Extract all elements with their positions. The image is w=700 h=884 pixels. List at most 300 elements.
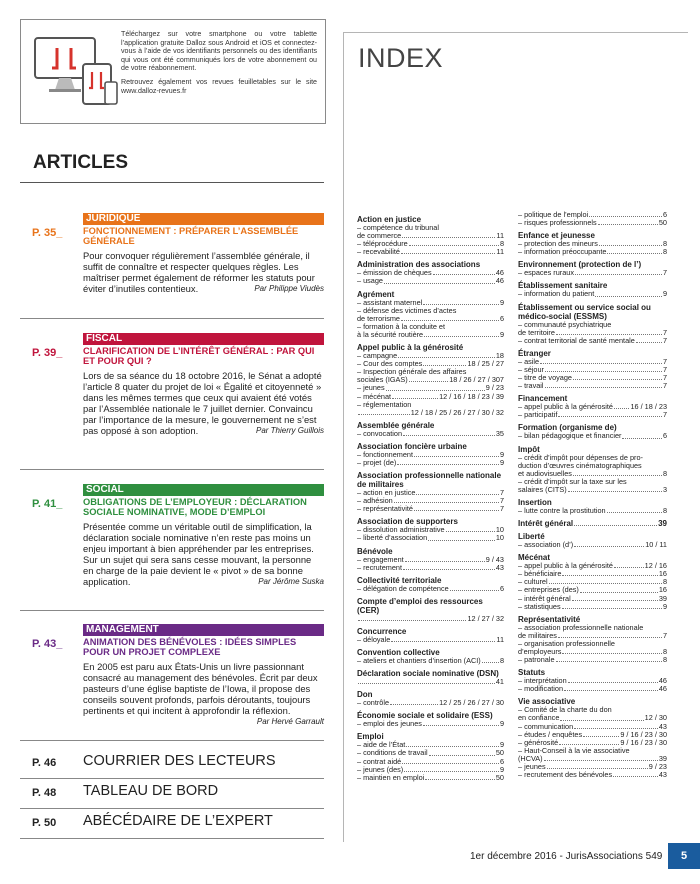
index-entry-text: – contrat territorial de santé mentale (518, 335, 635, 345)
dot-leader (401, 315, 499, 321)
index-page-ref: 8 (499, 656, 504, 665)
promo-link-text[interactable]: Retrouvez également vos revues feuilletables sur le site www.dalloz-revues.fr (121, 77, 317, 95)
index-entry (357, 678, 504, 686)
article-category: JURIDIQUE (83, 213, 324, 225)
bottom-link-page: P. 50 (32, 817, 57, 829)
index-page-ref: 7 (499, 488, 504, 498)
index-entry-text: – séjour (518, 364, 544, 374)
dot-leader (398, 352, 495, 358)
bottom-link-2[interactable] (20, 808, 324, 838)
index-entry-text: – intérêt général (518, 593, 571, 603)
index-entry (357, 720, 504, 728)
index-title: INDEX (358, 43, 444, 73)
index-heading-text: Étranger (518, 348, 551, 358)
dot-leader (409, 240, 499, 246)
index-heading (357, 471, 504, 489)
index-page-ref: 39 (658, 753, 667, 763)
index-entry-text: – usage (357, 276, 383, 286)
index-heading-text: Économie sociale et solidaire (ESS) (357, 711, 493, 721)
dot-leader (403, 430, 495, 436)
dot-leader (622, 432, 661, 438)
index-page-ref: 8 (662, 647, 667, 656)
index-entry-text: – participatif (518, 410, 558, 420)
index-entry-text: – recrutement (357, 562, 403, 572)
bottom-link-page: P. 48 (32, 787, 57, 799)
index-entry-text: – réglementation (357, 399, 412, 409)
index-page-ref: 12 / 30 (644, 713, 667, 723)
dot-leader (428, 534, 495, 540)
dot-leader (423, 720, 499, 726)
dot-leader (595, 290, 662, 296)
index-page-ref: 9 (499, 329, 504, 339)
dot-leader (562, 648, 662, 654)
bottom-link-1[interactable] (20, 778, 324, 808)
index-page-ref: 7 (662, 356, 667, 366)
index-heading-text: Déclaration sociale nominative (DSN) (357, 669, 499, 679)
dot-leader (598, 219, 658, 225)
article-page: P. 35_ (32, 227, 63, 239)
article-summary (83, 371, 324, 436)
dot-leader (423, 299, 499, 305)
index-entry-text: – titre de voyage (518, 373, 572, 383)
index-page-ref: 12 / 27 / 32 (467, 613, 504, 623)
index-entry-text: en confiance (518, 713, 560, 723)
article-title[interactable]: ANIMATION DES BÉNÉVOLES : IDÉES SIMPLES POUR UN PROJET COMPLEXE (83, 637, 297, 658)
index-column-1 (357, 211, 504, 782)
index-entry-text: à la sécurité routière (357, 329, 424, 339)
index-entry (518, 290, 667, 298)
index-entry-text: – adhésion (357, 496, 393, 506)
article-page: P. 41_ (32, 498, 63, 510)
dot-leader (575, 269, 662, 275)
index-heading-text: Emploi (357, 732, 384, 742)
index-page-ref: 12 / 18 / 25 / 26 / 27 / 30 / 32 (410, 407, 504, 417)
index-heading-text: Convention collective (357, 648, 440, 657)
index-page-ref: 9 (499, 719, 504, 729)
index-entry (357, 277, 504, 285)
index-page-ref: 46 (658, 676, 667, 686)
index-entry-text: – communauté psychiatrique (518, 319, 612, 329)
index-page-ref: 10 (495, 525, 504, 535)
index-entry-text: sociales (IGAS) (357, 375, 408, 385)
dot-leader (414, 451, 499, 457)
index-heading-text: Vie associative (518, 697, 576, 707)
dot-leader (568, 677, 658, 683)
index-page-ref: 12 / 16 (644, 561, 667, 571)
index-page-ref: 9 (499, 740, 504, 750)
index-entry-text: – études / enquêtes (518, 729, 583, 739)
dot-leader (572, 595, 658, 601)
index-entry-text: – conditions de travail (357, 748, 428, 758)
index-header (343, 32, 688, 203)
index-page-ref: 46 (495, 276, 504, 286)
dot-leader (574, 541, 644, 547)
index-page-ref: 7 (499, 496, 504, 506)
index-entry-text: – générosité (518, 737, 559, 747)
divider (20, 182, 324, 183)
index-entry-text: – compétence du tribunal (357, 223, 439, 232)
index-heading-text: Association foncière urbaine (357, 441, 467, 451)
index-heading-text: Appel public à la générosité (357, 343, 464, 353)
dot-leader (429, 749, 495, 755)
index-heading (518, 519, 667, 528)
dot-leader (402, 758, 499, 764)
index-entry-text: – ateliers et chantiers d’insertion (ACI) (357, 656, 481, 665)
index-entry (357, 409, 504, 417)
index-entry (357, 585, 504, 593)
index-entry-text: – Cour des comptes (357, 359, 423, 369)
index-entry-text: – risques professionnels (518, 218, 597, 228)
index-heading-text: Liberté (518, 532, 545, 542)
dot-leader (386, 384, 485, 390)
index-heading-text: Administration des associations (357, 260, 481, 270)
app-promo-box (20, 19, 326, 124)
index-entry (357, 430, 504, 438)
index-entry-text: – emploi des jeunes (357, 719, 422, 729)
index-page-ref: 12 / 16 / 18 / 23 / 39 (439, 391, 504, 401)
index-entry (518, 685, 667, 693)
index-entry-text: de commerce (357, 231, 402, 241)
index-entry (357, 459, 504, 467)
index-entry-text: – jeunes (518, 762, 546, 772)
index-page-ref: 50 (658, 218, 667, 228)
index-page-ref: 9 (662, 601, 667, 611)
page-number: 5 (668, 843, 700, 869)
dot-leader (545, 382, 662, 388)
index-page-ref: 6 (662, 431, 667, 441)
dot-leader (401, 248, 495, 254)
dot-leader (424, 331, 499, 337)
index-entry-text: – action en justice (357, 488, 416, 498)
index-entry-text: – liberté d’association (357, 533, 428, 543)
index-entry-text: – crédit d’impôt sur la taxe sur les (518, 476, 627, 486)
index-page-ref: 3 (662, 484, 667, 494)
index-page-ref: 6 (499, 313, 504, 323)
index-page-ref: 7 (499, 504, 504, 514)
index-page-ref: 11 (496, 634, 504, 644)
index-page-ref: 10 (495, 533, 504, 543)
article-title[interactable]: FONCTIONNEMENT : PRÉPARER L’ASSEMBLÉE GÉNÉRALE (83, 226, 299, 247)
dot-leader (556, 329, 662, 335)
index-heading-text: Compte d’emploi des ressources (CER) (357, 596, 483, 615)
index-entry-text: – information préoccupante (518, 247, 607, 257)
dot-leader (425, 774, 495, 780)
article-text: En 2005 est paru aux États-Unis un livre passionnant consacré au management des bénévoles. Écrit par deux pasteurs d’une église baptiste de l’Iowa, il propose des conseils souvent profonds, parfois déroutants, toujours pertinents et qui incitent à approfondir la réflexion. (83, 661, 318, 716)
index-entry-text: – dissolution administrative (357, 525, 445, 535)
index-entry-text: – espaces ruraux (518, 268, 574, 278)
index-page-ref: 8 (662, 239, 667, 249)
index-entry (357, 699, 504, 707)
index-entry-text: – interprétation (518, 676, 567, 686)
index-entry-text: – travail (518, 381, 544, 391)
index-entry (357, 505, 504, 513)
index-entry-text: – défense des victimes d’actes (357, 305, 457, 315)
index-page-ref: 7 (662, 410, 667, 420)
index-page-ref: 43 (658, 770, 667, 780)
divider (20, 740, 324, 741)
index-entry-text: – asile (518, 356, 540, 366)
index-entry-text: – aide de l’État (357, 740, 406, 750)
index-heading-text: Environnement (protection de l’) (518, 260, 642, 270)
dot-leader (573, 374, 662, 380)
dot-leader (636, 337, 662, 343)
index-entry (518, 771, 667, 779)
index-heading-text: Établissement ou service social ou médico-social (ESSMS) (518, 302, 651, 321)
index-entry-text: de militaires (518, 630, 557, 640)
index-page-ref: 9 / 23 (485, 383, 504, 393)
index-page-ref: 11 (496, 231, 504, 241)
index-page-ref: 8 (662, 468, 667, 478)
article-category: SOCIAL (83, 484, 324, 496)
dot-leader (433, 269, 495, 275)
index-entry-text: d’employeurs (518, 647, 562, 656)
index-page-ref: 10 / 11 (645, 540, 667, 550)
article-page: P. 43_ (32, 638, 63, 650)
dot-leader (580, 586, 658, 592)
index-page-ref: 7 (662, 364, 667, 374)
index-entry (518, 656, 667, 664)
dot-leader (558, 632, 662, 638)
index-heading-text: Collectivité territoriale (357, 575, 442, 585)
dot-leader (564, 685, 658, 691)
index-entry (518, 411, 667, 419)
index-heading (518, 303, 667, 321)
index-entry-text: – recrutement des bénévoles (518, 770, 613, 780)
index-page-ref: 8 (662, 577, 667, 587)
index-entry (357, 564, 504, 572)
devices-icon (31, 34, 121, 109)
dot-leader (614, 562, 644, 568)
dot-leader (423, 360, 466, 366)
index-entry-text: – patronale (518, 655, 555, 665)
index-heading (357, 669, 504, 678)
article-category: FISCAL (83, 333, 324, 345)
index-page-ref: 16 / 18 / 23 (630, 402, 667, 412)
index-entry (518, 382, 667, 390)
index-entry-text: – contrôle (357, 698, 390, 708)
index-entry-text: – formation à la conduite et (357, 321, 446, 331)
dot-leader (402, 232, 495, 238)
dot-leader (556, 656, 662, 662)
index-entry (518, 337, 667, 345)
index-entry-text: – protection des mineurs (518, 239, 598, 249)
index-column-2 (518, 211, 667, 779)
article-author: Par Hervé Garrault (256, 716, 324, 726)
index-page-ref: 12 / 25 / 26 / 27 / 30 (439, 698, 504, 708)
index-entry (357, 657, 504, 665)
index-entry (518, 219, 667, 227)
index-entry-text: – appel public à la générosité (518, 561, 613, 571)
article-text: Pour convoquer régulièrement l’assemblée générale, il suffit de connaître et respecter quelques règles. Les maîtriser permet également de réformer les statuts pour éviter d’inutiles contentieux. (83, 250, 315, 294)
index-page-ref: 6 (499, 756, 504, 766)
index-entry-text: – émission de chèques (357, 268, 432, 278)
dot-leader (392, 393, 438, 399)
index-entry-text: de terrorisme (357, 313, 400, 323)
promo-text: Téléchargez sur votre smartphone ou votre tablette l’application gratuite Dalloz sous Android et iOS et connectez-vous à l’aide de vos identifiants personnels ou des identifiants qui vous ont été communiqués lors de votre abonnement ou de votre réabonnement. (121, 30, 317, 73)
index-entry-text: – information du patient (518, 289, 595, 299)
index-page-ref: 18 (495, 351, 504, 361)
index-heading-text: Formation (organisme de) (518, 423, 617, 433)
index-heading-text: Bénévole (357, 546, 393, 556)
index-entry-text: – fonctionnement (357, 449, 413, 459)
index-page-ref: 7 (662, 268, 667, 278)
article-title[interactable]: OBLIGATIONS DE L’EMPLOYEUR : DÉCLARATION SOCIALE NOMINATIVE, MODE D’EMPLOI (83, 497, 307, 518)
dot-leader (482, 657, 499, 663)
index-entry-text: – crédit d’impôt pour dépenses de pro- (518, 452, 643, 462)
divider (20, 610, 324, 611)
dot-leader (614, 403, 630, 409)
index-heading (357, 597, 504, 615)
dot-leader (589, 211, 662, 217)
index-heading-text: Assemblée générale (357, 420, 435, 430)
index-entry-text: – représentativité (357, 504, 413, 514)
index-entry (518, 603, 667, 611)
index-heading-text: Association de supporters (357, 517, 458, 527)
index-entry (357, 534, 504, 542)
index-entry-text: – délégation de compétence (357, 583, 449, 593)
index-entry-text: – jeunes (357, 383, 385, 393)
index-page-ref: 7 (662, 381, 667, 391)
index-page-ref: 7 (662, 373, 667, 383)
article-author: Par Jérôme Suska (258, 576, 324, 586)
dot-leader (562, 570, 657, 576)
index-entry-text: – contrat aidé (357, 756, 402, 766)
index-entry-text: – projet (de) (357, 457, 397, 467)
dot-leader (573, 470, 662, 476)
dot-leader (544, 755, 658, 761)
index-heading-text: Agrément (357, 289, 395, 299)
index-heading-text: Insertion (518, 497, 552, 507)
index-entry-text: – campagne (357, 351, 398, 361)
articles-title: ARTICLES (33, 152, 128, 173)
index-entry-text: – jeunes (des) (357, 764, 404, 774)
article-title[interactable]: CLARIFICATION DE L’INTÉRÊT GÉNÉRAL : PAR QUI ET POUR QUI ? (83, 346, 315, 367)
index-entry-text: – politique de l’emploi (518, 210, 589, 219)
index-entry-text: salaires (CITS) (518, 484, 567, 494)
dot-leader (547, 763, 648, 769)
index-page-ref: 18 / 26 / 27 / 307 (449, 375, 504, 385)
dot-leader (358, 615, 466, 621)
index-page-ref: 43 (495, 562, 504, 572)
dot-leader (607, 507, 662, 513)
dot-leader (358, 678, 495, 684)
index-entry-text: – culturel (518, 577, 548, 587)
index-page-ref: 11 (496, 247, 504, 257)
index-page-ref: 18 / 25 / 27 (467, 359, 504, 369)
index-entry-text: – association professionnelle nationale (518, 622, 644, 632)
dot-leader (358, 409, 410, 415)
index-entry-text: – appel public à la générosité (518, 402, 613, 412)
dot-leader (549, 578, 662, 584)
dot-leader (558, 411, 662, 417)
index-entry-text: (HCVA) (518, 753, 543, 763)
index-entry (518, 541, 667, 549)
index-page-ref: 46 (658, 684, 667, 694)
index-page-ref: 9 (499, 449, 504, 459)
index-page-ref: 7 (662, 335, 667, 345)
index-page-ref: 50 (495, 748, 504, 758)
index-entry-text: – communication (518, 721, 574, 731)
index-heading (518, 349, 667, 358)
dot-leader (559, 739, 619, 745)
dot-leader (406, 741, 499, 747)
index-heading-text: Association professionnelle nationale de militaires (357, 471, 502, 490)
dot-leader (403, 564, 495, 570)
page-footer: 1er décembre 2016 - JurisAssociations 549 (470, 851, 663, 862)
dot-leader (450, 585, 499, 591)
index-page-ref: 9 / 16 / 23 / 30 (620, 729, 667, 739)
index-entry-text: – Inspection générale des affaires (357, 367, 467, 377)
index-entry (518, 269, 667, 277)
index-page-ref: 41 (495, 677, 504, 687)
index-entry-text: – entreprises (des) (518, 585, 579, 595)
index-entry-text: – recevabilité (357, 247, 400, 257)
index-page-ref: 16 (658, 569, 667, 579)
dot-leader (540, 358, 662, 364)
index-heading-text: Mécénat (518, 553, 551, 563)
index-entry-text: – maintien en emploi (357, 772, 425, 782)
divider (20, 838, 324, 839)
article-summary (83, 662, 324, 727)
index-page-ref: 50 (495, 772, 504, 782)
index-heading-text: Intérêt général (518, 519, 574, 529)
index-page-ref: 9 / 16 / 23 / 30 (620, 737, 667, 747)
index-page-ref: 46 (495, 268, 504, 278)
index-entry (518, 486, 667, 494)
index-entry-text: – bilan pédagogique et financier (518, 431, 622, 441)
index-page-ref: 8 (662, 655, 667, 665)
bottom-link-0[interactable] (20, 748, 324, 778)
dot-leader (574, 723, 658, 729)
index-entry (518, 507, 667, 515)
dot-leader (613, 771, 658, 777)
dot-leader (446, 526, 495, 532)
divider (20, 469, 324, 470)
dot-leader (390, 699, 438, 705)
index-heading-text: Financement (518, 394, 568, 404)
article-text: Lors de sa séance du 18 octobre 2016, le Sénat a adopté l’article 8 quater du projet de loi « Égalité et citoyenneté » dans les mêmes termes que ceux qui avaient été votés par l’Assemblée nationale le 7 juillet dernier. Convaincu par l’importance de la mesure, le gouvernement ne s’est pas opposé à son adoption. (83, 370, 322, 436)
dot-leader (599, 240, 662, 246)
index-heading-text: Don (357, 690, 373, 700)
dot-leader (574, 519, 657, 526)
index-entry-text: – engagement (357, 554, 404, 564)
index-page-ref: 9 / 23 (648, 762, 667, 772)
index-entry-text: et audiovisuelles (518, 468, 572, 478)
bottom-link-label: ABÉCÉDAIRE DE L’EXPERT (83, 813, 273, 829)
index-page-ref: 7 (662, 327, 667, 337)
index-entry-text: – organisation professionnelle (518, 638, 615, 648)
index-entry-text: – Haut-Conseil à la vie associative (518, 745, 630, 755)
index-page-ref: 16 (658, 585, 667, 595)
index-heading-text: Impôt (518, 444, 540, 454)
index-heading-text: Concurrence (357, 626, 407, 636)
dot-leader (405, 556, 485, 562)
index-page-ref: 7 (662, 630, 667, 640)
index-entry (357, 331, 504, 339)
index-page-ref: 6 (499, 583, 504, 593)
index-entry-text: – modification (518, 684, 564, 694)
article-summary (83, 522, 324, 587)
index-page-ref: 9 (662, 289, 667, 299)
index-entry (357, 615, 504, 623)
index-page-ref: 8 (662, 247, 667, 257)
dot-leader (384, 277, 495, 283)
index-page-ref: 39 (658, 519, 667, 529)
index-entry (357, 248, 504, 256)
index-entry-text: – assistant maternel (357, 297, 423, 307)
index-entry (357, 774, 504, 782)
index-page-ref: 39 (658, 593, 667, 603)
